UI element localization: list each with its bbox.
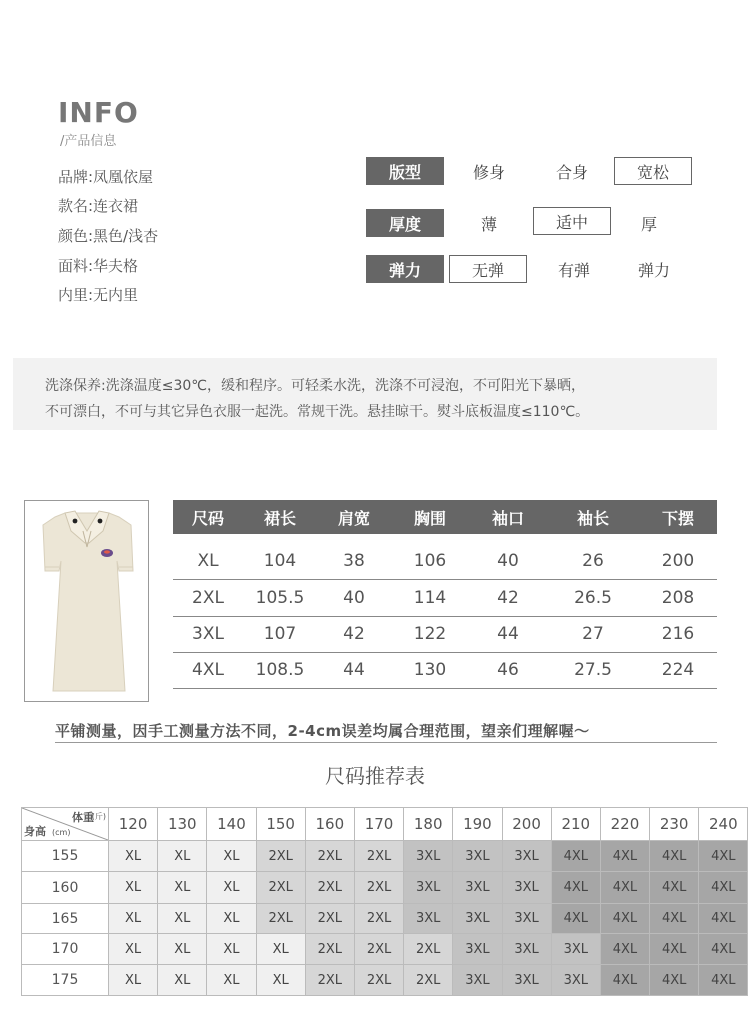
recommend-corner-cell bbox=[22, 808, 109, 841]
size-cell: 104 bbox=[263, 551, 297, 571]
recommend-size-cell: 3XL bbox=[453, 965, 502, 996]
weight-header-cell: 180 bbox=[404, 808, 453, 841]
recommend-size-cell: 2XL bbox=[404, 965, 453, 996]
height-label: 身高 bbox=[24, 825, 46, 838]
recommend-size-cell: XL bbox=[109, 872, 158, 904]
info-lining: 内里:无内里 bbox=[58, 286, 139, 304]
recommend-size-cell: 4XL bbox=[699, 934, 748, 965]
weight-header-cell: 190 bbox=[453, 808, 502, 841]
size-cell: 107 bbox=[263, 624, 297, 644]
recommend-size-cell: 4XL bbox=[650, 934, 699, 965]
size-cell: 130 bbox=[413, 660, 447, 680]
size-row-xl bbox=[173, 543, 717, 580]
divider bbox=[55, 742, 717, 743]
recommend-size-cell: XL bbox=[158, 841, 207, 872]
recommend-size-cell: 2XL bbox=[256, 841, 305, 872]
recommend-size-cell: XL bbox=[207, 934, 256, 965]
recommend-row bbox=[22, 934, 748, 965]
size-cell: 26 bbox=[582, 551, 604, 571]
recommend-size-cell: XL bbox=[256, 934, 305, 965]
recommend-size-cell: 2XL bbox=[354, 904, 403, 934]
recommend-size-cell: 3XL bbox=[404, 872, 453, 904]
weight-header-cell: 150 bbox=[256, 808, 305, 841]
size-cell: 38 bbox=[343, 551, 365, 571]
recommend-header-row bbox=[22, 808, 748, 841]
weight-header-cell: 160 bbox=[305, 808, 354, 841]
attribute-option-loose-selected: 宽松 bbox=[614, 157, 692, 185]
recommend-size-cell: 3XL bbox=[502, 965, 551, 996]
attribute-option-medium-selected: 适中 bbox=[533, 207, 611, 235]
recommend-size-cell: 3XL bbox=[404, 841, 453, 872]
info-color: 颜色:黑色/浅杏 bbox=[58, 227, 159, 245]
size-cell: 44 bbox=[343, 660, 365, 680]
recommend-size-cell: 2XL bbox=[305, 872, 354, 904]
recommend-title: 尺码推荐表 bbox=[325, 764, 425, 788]
size-cell: 208 bbox=[661, 588, 695, 608]
weight-header-cell: 120 bbox=[109, 808, 158, 841]
size-cell: 42 bbox=[343, 624, 365, 644]
recommend-size-cell: 2XL bbox=[256, 872, 305, 904]
recommend-size-cell: 4XL bbox=[650, 965, 699, 996]
recommend-row bbox=[22, 841, 748, 872]
weight-header-cell: 220 bbox=[600, 808, 649, 841]
weight-header-cell: 210 bbox=[551, 808, 600, 841]
size-row-2xl bbox=[173, 580, 717, 617]
weight-label: 体重 bbox=[72, 811, 94, 824]
size-cell: XL bbox=[197, 551, 219, 571]
attribute-label-thickness: 厚度 bbox=[366, 209, 444, 237]
info-subtitle: /产品信息 bbox=[60, 134, 117, 149]
recommend-size-cell: 4XL bbox=[600, 904, 649, 934]
height-cell: 175 bbox=[22, 965, 109, 996]
size-table-header bbox=[173, 500, 717, 534]
product-image bbox=[24, 500, 149, 702]
recommend-size-cell: 2XL bbox=[354, 841, 403, 872]
size-header-hem: 下摆 bbox=[661, 508, 694, 528]
recommend-size-cell: 3XL bbox=[502, 904, 551, 934]
recommend-size-cell: XL bbox=[158, 872, 207, 904]
size-header-shoulder: 肩宽 bbox=[337, 508, 370, 528]
recommend-size-cell: 4XL bbox=[650, 841, 699, 872]
attribute-option-some-stretch: 有弹 bbox=[557, 260, 590, 280]
recommend-size-cell: 4XL bbox=[699, 965, 748, 996]
size-cell: 42 bbox=[497, 588, 519, 608]
info-style-name: 款名:连衣裙 bbox=[58, 197, 139, 215]
recommend-size-cell: 3XL bbox=[551, 965, 600, 996]
care-line-1: 洗涤保养:洗涤温度≤30℃，缓和程序。可轻柔水洗，洗涤不可浸泡，不可阳光下暴晒， bbox=[45, 378, 585, 394]
recommend-size-cell: 2XL bbox=[305, 841, 354, 872]
recommend-size-cell: XL bbox=[109, 965, 158, 996]
recommend-size-cell: 3XL bbox=[453, 934, 502, 965]
recommend-size-cell: 4XL bbox=[551, 904, 600, 934]
size-recommend-table bbox=[21, 807, 748, 996]
recommend-size-cell: 4XL bbox=[600, 934, 649, 965]
recommend-size-cell: XL bbox=[158, 934, 207, 965]
recommend-size-cell: 3XL bbox=[453, 872, 502, 904]
recommend-size-cell: 3XL bbox=[502, 934, 551, 965]
recommend-size-cell: 2XL bbox=[305, 934, 354, 965]
recommend-row bbox=[22, 872, 748, 904]
size-cell: 40 bbox=[343, 588, 365, 608]
info-brand: 品牌:凤凰依屋 bbox=[58, 168, 154, 186]
weight-unit: (斤) bbox=[91, 812, 106, 821]
recommend-size-cell: 3XL bbox=[453, 904, 502, 934]
weight-header-cell: 170 bbox=[354, 808, 403, 841]
weight-header-cell: 140 bbox=[207, 808, 256, 841]
care-line-2: 不可漂白，不可与其它异色衣服一起洗。常规干洗。悬挂晾干。熨斗底板温度≤110℃。 bbox=[45, 404, 590, 420]
size-cell: 105.5 bbox=[255, 588, 305, 608]
height-unit: (cm) bbox=[52, 828, 71, 837]
size-header-size: 尺码 bbox=[191, 508, 224, 528]
recommend-size-cell: XL bbox=[109, 934, 158, 965]
recommend-size-cell: 3XL bbox=[502, 841, 551, 872]
recommend-size-cell: XL bbox=[207, 904, 256, 934]
size-cell: 44 bbox=[497, 624, 519, 644]
size-cell: 40 bbox=[497, 551, 519, 571]
recommend-row bbox=[22, 965, 748, 996]
size-header-cuff: 袖口 bbox=[491, 508, 524, 528]
recommend-size-cell: 4XL bbox=[600, 872, 649, 904]
height-cell: 155 bbox=[22, 841, 109, 872]
weight-header-cell: 130 bbox=[158, 808, 207, 841]
size-cell: 216 bbox=[661, 624, 695, 644]
recommend-size-cell: 4XL bbox=[650, 872, 699, 904]
weight-header-cell: 240 bbox=[699, 808, 748, 841]
recommend-size-cell: 4XL bbox=[600, 841, 649, 872]
size-cell: 3XL bbox=[192, 624, 224, 644]
size-row-4xl bbox=[173, 652, 717, 689]
recommend-size-cell: 2XL bbox=[354, 934, 403, 965]
recommend-size-cell: 4XL bbox=[551, 872, 600, 904]
info-fabric: 面料:华夫格 bbox=[58, 257, 139, 275]
recommend-size-cell: 4XL bbox=[699, 872, 748, 904]
recommend-row bbox=[22, 904, 748, 934]
recommend-size-cell: 4XL bbox=[650, 904, 699, 934]
attribute-label-fit: 版型 bbox=[366, 157, 444, 185]
measure-note: 平铺测量，因手工测量方法不同，2-4cm误差均属合理范围，望亲们理解喔～ bbox=[55, 722, 590, 740]
recommend-size-cell: XL bbox=[256, 965, 305, 996]
size-cell: 108.5 bbox=[255, 660, 305, 680]
size-cell: 114 bbox=[413, 588, 447, 608]
size-cell: 26.5 bbox=[574, 588, 612, 608]
recommend-size-cell: XL bbox=[158, 904, 207, 934]
attribute-option-stretchy: 弹力 bbox=[637, 260, 670, 280]
info-title: INFO bbox=[58, 96, 139, 129]
size-cell: 46 bbox=[497, 660, 519, 680]
size-cell: 200 bbox=[661, 551, 695, 571]
recommend-size-cell: 2XL bbox=[404, 934, 453, 965]
recommend-size-cell: XL bbox=[207, 965, 256, 996]
recommend-size-cell: 4XL bbox=[600, 965, 649, 996]
recommend-size-cell: 2XL bbox=[256, 904, 305, 934]
size-cell: 224 bbox=[661, 660, 695, 680]
size-header-sleeve: 袖长 bbox=[576, 508, 609, 528]
recommend-size-cell: 4XL bbox=[699, 904, 748, 934]
dress-illustration bbox=[25, 501, 148, 701]
size-cell: 4XL bbox=[192, 660, 224, 680]
attribute-option-regular: 合身 bbox=[555, 162, 588, 182]
attribute-option-thin: 薄 bbox=[480, 214, 497, 234]
recommend-size-cell: 3XL bbox=[551, 934, 600, 965]
attribute-label-stretch: 弹力 bbox=[366, 255, 444, 283]
weight-header-cell: 230 bbox=[650, 808, 699, 841]
attribute-option-slim: 修身 bbox=[472, 162, 505, 182]
recommend-size-cell: 2XL bbox=[305, 965, 354, 996]
recommend-size-cell: 2XL bbox=[305, 904, 354, 934]
recommend-size-cell: XL bbox=[109, 904, 158, 934]
height-cell: 160 bbox=[22, 872, 109, 904]
attribute-option-no-stretch-selected: 无弹 bbox=[449, 255, 527, 283]
recommend-size-cell: 4XL bbox=[699, 841, 748, 872]
recommend-size-cell: 2XL bbox=[354, 872, 403, 904]
recommend-size-cell: XL bbox=[158, 965, 207, 996]
size-header-bust: 胸围 bbox=[413, 508, 446, 528]
recommend-size-cell: 3XL bbox=[404, 904, 453, 934]
recommend-size-cell: XL bbox=[109, 841, 158, 872]
size-cell: 27 bbox=[582, 624, 604, 644]
recommend-size-cell: XL bbox=[207, 841, 256, 872]
recommend-size-cell: 3XL bbox=[502, 872, 551, 904]
size-header-length: 裙长 bbox=[263, 508, 296, 528]
recommend-size-cell: 2XL bbox=[354, 965, 403, 996]
size-row-3xl bbox=[173, 616, 717, 653]
size-cell: 106 bbox=[413, 551, 447, 571]
recommend-size-cell: XL bbox=[207, 872, 256, 904]
size-cell: 27.5 bbox=[574, 660, 612, 680]
recommend-size-cell: 3XL bbox=[453, 841, 502, 872]
recommend-size-cell: 4XL bbox=[551, 841, 600, 872]
height-cell: 170 bbox=[22, 934, 109, 965]
weight-header-cell: 200 bbox=[502, 808, 551, 841]
height-cell: 165 bbox=[22, 904, 109, 934]
attribute-option-thick: 厚 bbox=[640, 214, 657, 234]
size-cell: 122 bbox=[413, 624, 447, 644]
size-cell: 2XL bbox=[192, 588, 224, 608]
